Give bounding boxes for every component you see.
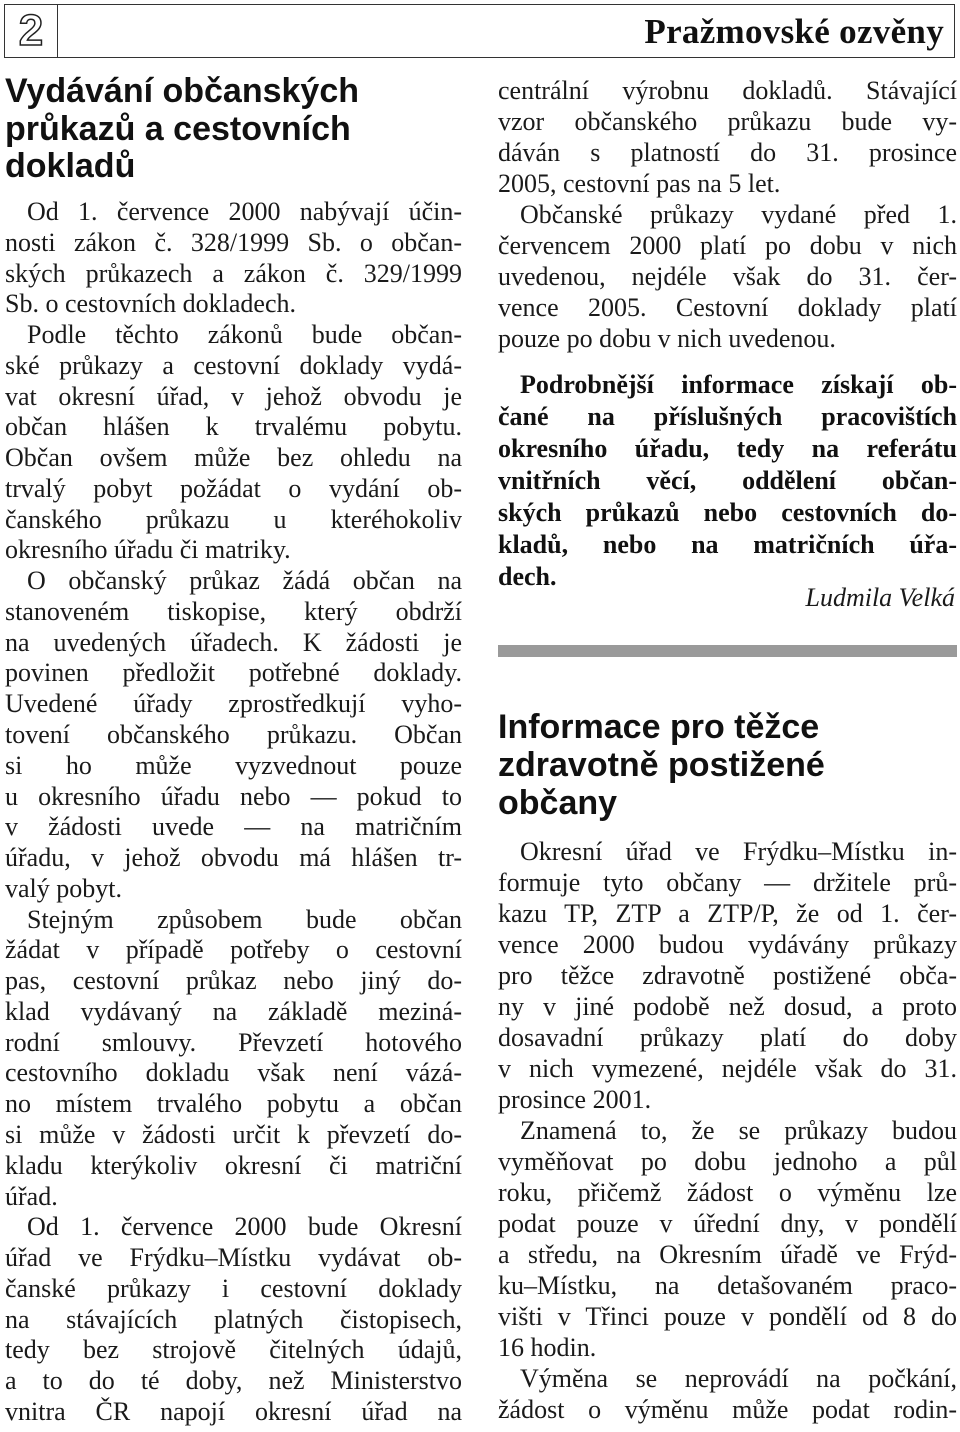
text-line: ny v jiné podobě než dosud, a proto (498, 992, 957, 1021)
text-line: Sb. o cestovních dokladech. (5, 289, 296, 319)
article-highlight-paragraph (498, 369, 957, 593)
article-body-disability (498, 836, 957, 1425)
text-line: Znamená to, že se průkazy budou (520, 1116, 957, 1145)
text-line: O občanský průkaz žádá občan na (27, 566, 462, 596)
text-line: a to do té doby, než Ministerstvo (5, 1366, 462, 1396)
page-number: 2 (18, 6, 44, 55)
text-line: na uvedených úřadech. K žádosti je (5, 627, 462, 657)
paragraph (498, 1363, 957, 1425)
text-line: kladů, nebo na matričních úřa- (498, 530, 957, 559)
paragraph (498, 1115, 957, 1363)
paragraph (5, 1212, 462, 1427)
text-line: tovení občanského průkazu. Občan (5, 720, 462, 750)
text-line: pouze po dobu v nich uvedenou. (498, 324, 836, 353)
text-line: Stejným způsobem bude občan (27, 904, 462, 934)
article-body-left-column (5, 197, 462, 1428)
text-line: vence 2000 budou vydávány průkazy (498, 930, 957, 959)
text-line: roku, přičemž žádost o výměnu lze (498, 1178, 957, 1207)
title-line: zdravotně postižené (498, 746, 825, 784)
text-line: kladu kterýkoliv okresní či matriční (5, 1150, 462, 1180)
article-title-disability (498, 708, 957, 822)
text-line: trvalý pobyt požádat o vydání ob- (5, 473, 462, 503)
paragraph (498, 199, 957, 354)
text-line: pro těžce zdravotně postižené obča- (498, 961, 957, 990)
paragraph (5, 566, 462, 904)
text-line: no místem trvalého pobytu a občan (5, 1089, 462, 1119)
title-line: dokladů (5, 147, 136, 185)
text-line: čanské průkazy i cestovní doklady (5, 1273, 462, 1303)
text-line: Od 1. července 2000 bude Okresní (27, 1212, 462, 1242)
text-line: prosince 2001. (498, 1085, 652, 1114)
text-line: 16 hodin. (498, 1333, 597, 1362)
text-line: tedy bez strojově čitelných údajů, (5, 1335, 462, 1365)
text-line: vat okresní úřad, v jehož obvodu je (5, 381, 462, 411)
text-line: červencem 2000 platí po dobu v nich (498, 231, 957, 260)
text-line: si ho může vyzvednout pouze (5, 750, 462, 780)
text-line: v žádosti uvede — na matričním (5, 812, 462, 842)
text-line: Občanské průkazy vydané před 1. (520, 200, 957, 229)
text-line: v nich vymezené, nejdéle však do 31. (498, 1054, 957, 1083)
text-line: formuje tyto občany — držitele prů- (498, 868, 957, 897)
text-line: rodní smlouvy. Převzetí hotového (5, 1027, 462, 1057)
text-line: ské průkazy a cestovní doklady vydá- (5, 350, 462, 380)
text-line: si může v žádosti určit k převzetí do- (5, 1119, 462, 1149)
text-line: žádat v případě potřeby o cestovní (5, 935, 462, 965)
text-line: podat pouze v úřední dny, v pondělí (498, 1209, 957, 1238)
title-line: průkazů a cestovních (5, 109, 351, 148)
page-number-box (5, 5, 58, 57)
paragraph (498, 75, 957, 199)
text-line: kazu TP, ZTP a ZTP/P, že od 1. čer- (498, 899, 957, 928)
title-line: Informace pro těžce (498, 708, 820, 746)
text-line: povinen předložit potřebné doklady. (5, 658, 462, 688)
title-line: Vydávání občanských (5, 72, 360, 110)
text-line: Výměna se neprovádí na počkání, (520, 1364, 957, 1393)
text-line: úřad. (5, 1181, 58, 1211)
text-line: 2005, cestovní pas na 5 let. (498, 169, 781, 198)
publication-title: Pražmovské ozvěny (644, 12, 944, 51)
text-line: Občan ovšem může bez ohledu na (5, 443, 462, 473)
paragraph (5, 905, 462, 1213)
text-line: Uvedené úřady zprostředkují vyho- (5, 689, 462, 719)
text-line: žádost o výměnu může podat rodin- (498, 1395, 957, 1424)
article-body-right-column (498, 75, 957, 354)
text-line: a středu, na Okresním úřadě ve Frýd- (498, 1240, 957, 1269)
text-line: valý pobyt. (5, 873, 122, 903)
title-line: občany (498, 784, 618, 822)
text-line: vzor občanského průkazu bude vy- (498, 107, 957, 136)
text-line: vnitřních věcí, oddělení občan- (498, 466, 957, 495)
text-line: Podle těchto zákonů bude občan- (27, 320, 462, 350)
text-line: vence 2005. Cestovní doklady platí (498, 293, 957, 322)
text-line: Okresní úřad ve Frýdku–Místku in- (520, 837, 957, 866)
text-line: stanoveném tiskopise, který obdrží (5, 596, 462, 626)
text-line: višti v Třinci pouze v pondělí od 8 do (498, 1302, 957, 1331)
text-line: nosti zákon č. 328/1999 Sb. o občan- (5, 227, 462, 257)
text-line: klad vydávaný na základě meziná- (5, 996, 462, 1026)
paragraph (498, 369, 957, 593)
section-divider-bar (498, 645, 957, 657)
text-line: občan hlášen k trvalému pobytu. (5, 412, 462, 442)
paragraph (498, 836, 957, 1115)
text-line: u okresního úřadu nebo — pokud to (5, 781, 462, 811)
text-line: uvedenou, nejdéle však do 31. čer- (498, 262, 957, 291)
text-line: ských průkazů nebo cestovních do- (498, 498, 957, 527)
text-line: dech. (498, 562, 557, 591)
text-line: okresního úřadu či matriky. (5, 535, 291, 565)
text-line: vyměňovat po dobu jednoho a půl (498, 1147, 957, 1176)
text-line: Podrobnější informace získají ob- (520, 370, 957, 399)
text-line: Od 1. července 2000 nabývají účin- (27, 197, 462, 226)
text-line: okresního úřadu, tedy na referátu (498, 434, 957, 463)
text-line: čanského průkazu u kteréhokoliv (5, 504, 462, 534)
text-line: vnitra ČR napojí okresní úřad na (5, 1396, 462, 1426)
paragraph (5, 320, 462, 566)
text-line: pas, cestovní průkaz nebo jiný do- (5, 966, 462, 996)
text-line: ku–Místku, na detašovaném praco- (498, 1271, 957, 1300)
article-author: Ludmila Velká (805, 583, 955, 612)
text-line: úřad ve Frýdku–Místku vydávat ob- (5, 1243, 462, 1273)
paragraph (5, 197, 462, 320)
text-line: úřadu, v jehož obvodu má hlášen tr- (5, 843, 462, 873)
text-line: dosavadní průkazy platí do doby (498, 1023, 957, 1052)
text-line: centrální výrobnu dokladů. Stávající (498, 76, 957, 105)
text-line: čané na příslušných pracovištích (498, 402, 957, 431)
article-title-documents (5, 73, 465, 186)
text-line: cestovního dokladu však není vázá- (5, 1058, 462, 1088)
text-line: ských průkazech a zákon č. 329/1999 (5, 258, 462, 288)
page-header (4, 4, 955, 58)
text-line: dáván s platností do 31. prosince (498, 138, 957, 167)
text-line: na stávajících platných čistopisech, (5, 1304, 462, 1334)
